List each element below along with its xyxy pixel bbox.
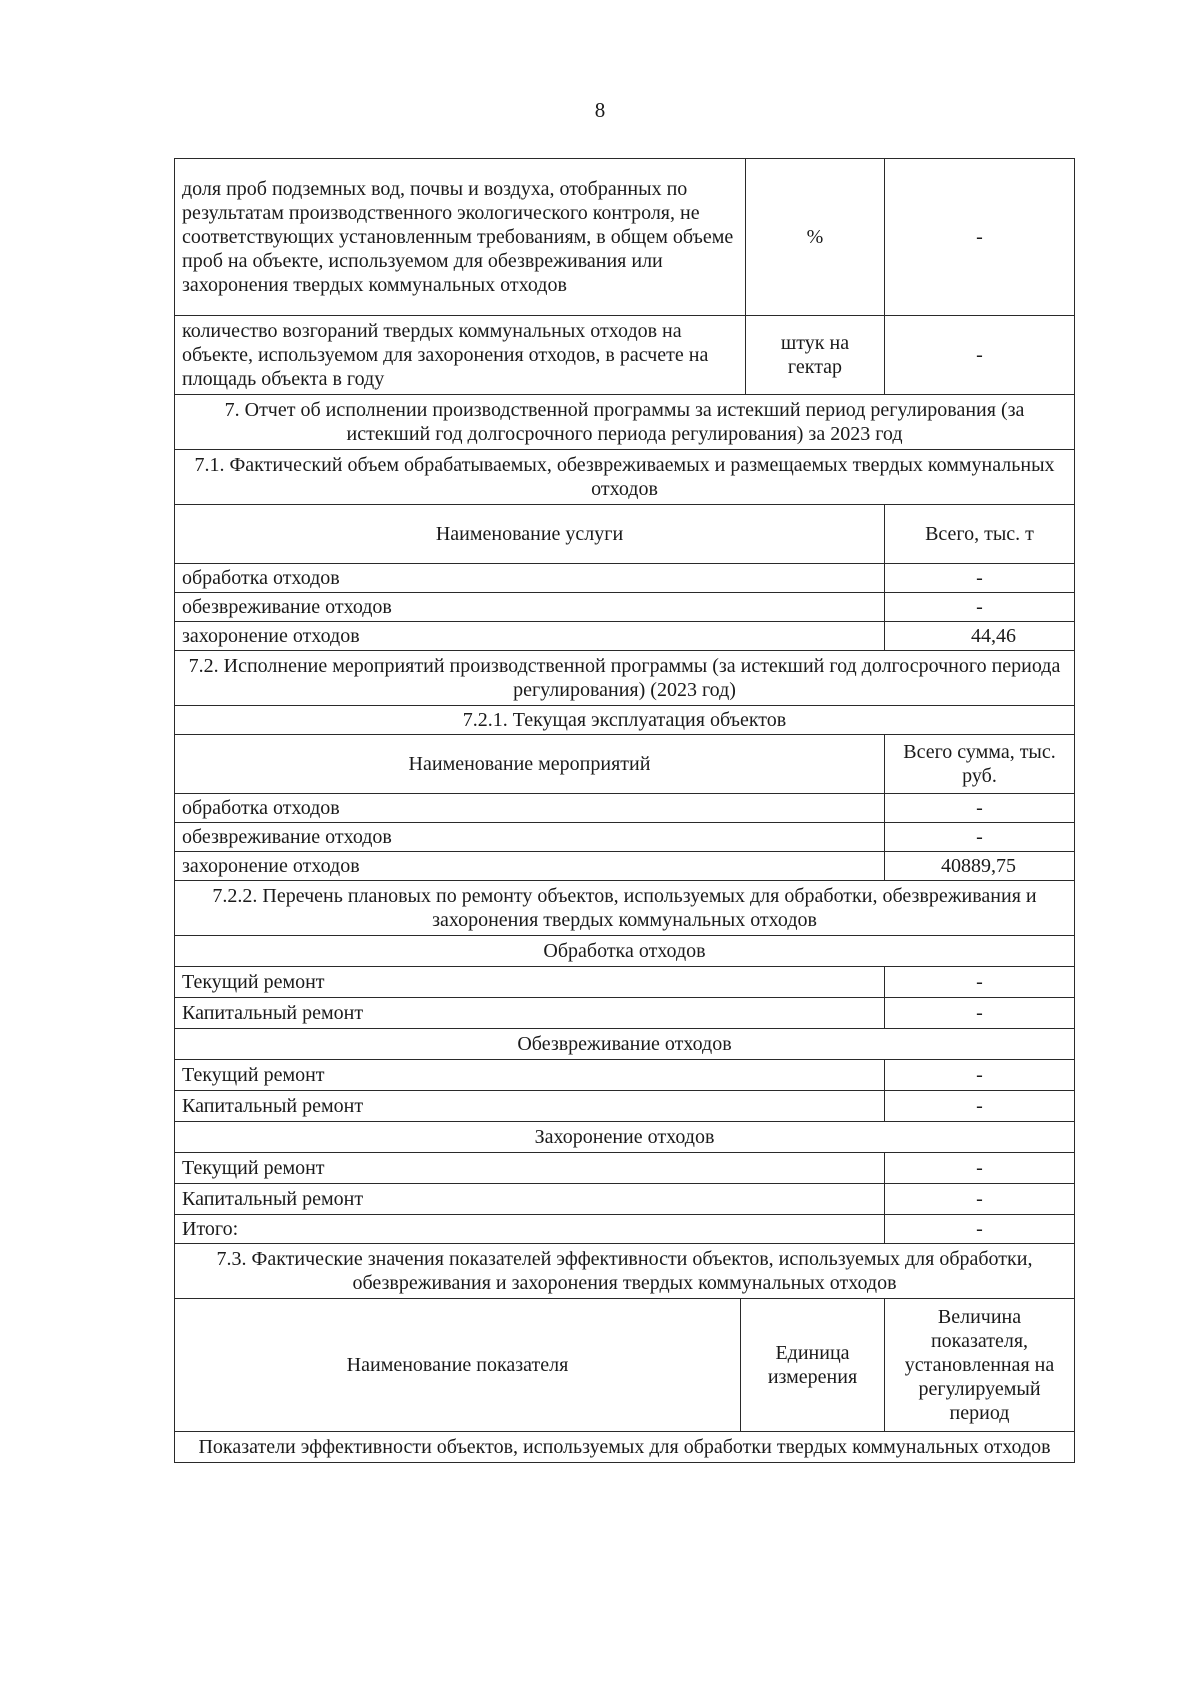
section-7-1-title: 7.1. Фактический объем обрабатываемых, обезвреживаемых и размещаемых твердых коммунальных отходов [175,450,1075,505]
column-header-measures: Наименование мероприятий [175,735,885,794]
repair-value: - [885,1060,1075,1091]
repair-name: Текущий ремонт [175,967,885,998]
section-7-2-1-title: 7.2.1. Текущая эксплуатация объектов [175,706,1075,735]
indicator-value: - [885,316,1075,395]
service-name: обезвреживание отходов [175,593,885,622]
table-row [175,593,1075,622]
repair-value: - [885,967,1075,998]
table-row [175,1153,1075,1184]
table-row [175,564,1075,593]
section-heading-row [175,706,1075,735]
repair-value: - [885,1091,1075,1122]
measure-name: обезвреживание отходов [175,823,885,852]
table-row [175,622,1075,651]
table-header-row [175,505,1075,564]
total-value: - [885,1215,1075,1244]
measure-value: - [885,794,1075,823]
table-row [175,1060,1075,1091]
group-heading-row [175,1432,1075,1463]
table-row [175,998,1075,1029]
service-value: 44,46 [885,622,1075,651]
column-header-service: Наименование услуги [175,505,885,564]
column-header-total-tonnes: Всего, тыс. т [885,505,1075,564]
total-label: Итого: [175,1215,885,1244]
service-value: - [885,593,1075,622]
measure-name: захоронение отходов [175,852,885,881]
section-heading-row [175,450,1075,505]
column-header-unit: Единица измерения [741,1299,885,1432]
document-body [174,158,1074,1463]
section-7-2-title: 7.2. Исполнение мероприятий производственной программы (за истекший год долгосрочного периода регулирования) (2023 год) [175,651,1075,706]
table-header-row [175,735,1075,794]
column-header-value: Величина показателя, установленная на регулируемый период [885,1299,1075,1432]
repair-value: - [885,1153,1075,1184]
repair-value: - [885,998,1075,1029]
table-row [175,316,1075,395]
measure-name: обработка отходов [175,794,885,823]
page-number: 8 [594,98,606,122]
table-row [175,967,1075,998]
table-row [175,1091,1075,1122]
repair-name: Капитальный ремонт [175,1091,885,1122]
repair-value: - [885,1184,1075,1215]
table-row [175,159,1075,316]
service-name: захоронение отходов [175,622,885,651]
indicator-value: - [885,159,1075,316]
group-title-processing: Обработка отходов [175,936,1075,967]
report-table [174,394,1075,1299]
efficiency-subheader: Показатели эффективности объектов, используемых для обработки твердых коммунальных отходов [175,1432,1075,1463]
section-heading-row [175,395,1075,450]
indicator-name: количество возгораний твердых коммунальных отходов на объекте, используемом для захоронения отходов, в расчете на площадь объекта в году [175,316,746,395]
indicator-unit: штук на гектар [746,316,885,395]
column-header-indicator: Наименование показателя [175,1299,741,1432]
indicator-name: доля проб подземных вод, почвы и воздуха, отобранных по результатам производственного экологического контроля, не соответствующих установленным требованиям, в общем объеме проб на объекте, используемом для обезвреживания или захоронения твердых коммунальных отходов [175,159,746,316]
measure-value: - [885,823,1075,852]
table-header-row [175,1299,1075,1432]
section-7-title: 7. Отчет об исполнении производственной программы за истекший период регулирования (за истекший год долгосрочного периода регулирования) за 2023 год [175,395,1075,450]
table-row [175,1184,1075,1215]
repair-name: Капитальный ремонт [175,1184,885,1215]
repair-name: Текущий ремонт [175,1153,885,1184]
service-name: обработка отходов [175,564,885,593]
group-heading-row [175,1029,1075,1060]
group-title-neutralization: Обезвреживание отходов [175,1029,1075,1060]
group-heading-row [175,1122,1075,1153]
table-row [175,823,1075,852]
section-heading-row [175,651,1075,706]
indicator-table-continued [174,158,1075,395]
section-7-2-2-title: 7.2.2. Перечень плановых по ремонту объектов, используемых для обработки, обезвреживания и захоронения твердых коммунальных отходов [175,881,1075,936]
group-title-burial: Захоронение отходов [175,1122,1075,1153]
measure-value: 40889,75 [885,852,1075,881]
section-heading-row [175,881,1075,936]
repair-name: Текущий ремонт [175,1060,885,1091]
indicator-unit: % [746,159,885,316]
table-row [175,794,1075,823]
service-value: - [885,564,1075,593]
efficiency-table [174,1298,1075,1463]
section-heading-row [175,1244,1075,1299]
repair-name: Капитальный ремонт [175,998,885,1029]
group-heading-row [175,936,1075,967]
column-header-total-sum: Всего сумма, тыс. руб. [885,735,1075,794]
section-7-3-title: 7.3. Фактические значения показателей эффективности объектов, используемых для обработки, обезвреживания и захоронения твердых коммунальных отходов [175,1244,1075,1299]
total-row [175,1215,1075,1244]
table-row [175,852,1075,881]
